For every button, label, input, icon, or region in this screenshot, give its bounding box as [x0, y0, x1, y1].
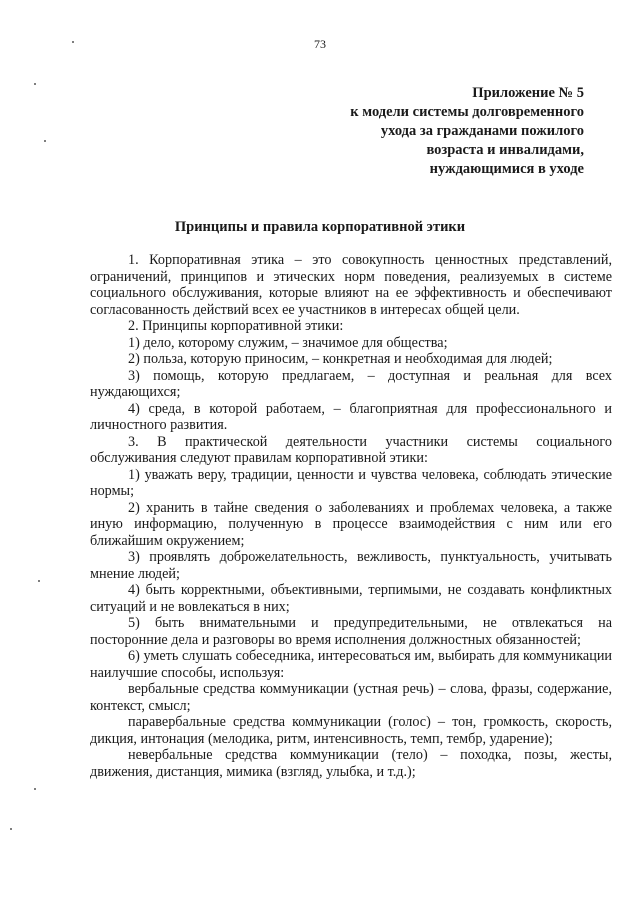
paragraph: 3. В практической деятельности участники системы социального обслуживания следуют правилам корпоративной этики:: [90, 433, 612, 466]
scan-speck: [38, 580, 40, 582]
scan-speck: [34, 788, 36, 790]
paragraph: 2. Принципы корпоративной этики:: [128, 318, 344, 334]
appendix-line: Приложение № 5: [472, 85, 584, 101]
paragraph: 4) быть корректными, объективными, терпимыми, не создавать конфликтных ситуаций и не вовлекаться в них;: [90, 582, 612, 615]
appendix-line: возраста и инвалидами,: [426, 142, 584, 158]
paragraph: паравербальные средства коммуникации (голос) – тон, громкость, скорость, дикция, интонация (мелодика, ритм, интенсивность, темп, тембр, ударение);: [90, 714, 612, 747]
appendix-header: [294, 84, 584, 179]
document-body: [90, 252, 612, 780]
appendix-line: к модели системы долговременного: [350, 104, 584, 120]
appendix-line: ухода за гражданами пожилого: [380, 123, 584, 139]
scan-speck: [34, 83, 36, 85]
paragraph: невербальные средства коммуникации (тело) – походка, позы, жесты, движения, дистанция, мимика (взгляд, улыбка, и т.д.);: [90, 747, 612, 780]
paragraph: 3) помощь, которую предлагаем, – доступная и реальная для всех нуждающихся;: [90, 367, 612, 400]
scan-speck: [44, 140, 46, 142]
paragraph: 2) хранить в тайне сведения о заболеваниях и проблемах человека, а также иную информацию, полученную в процессе взаимодействия с ним или его ближайшим окружением;: [90, 499, 612, 549]
paragraph: 2) польза, которую приносим, – конкретная и необходимая для людей;: [128, 351, 553, 367]
paragraph: 6) уметь слушать собеседника, интересоваться им, выбирать для коммуникации наилучшие способы, используя:: [90, 648, 612, 681]
paragraph: 3) проявлять доброжелательность, вежливость, пунктуальность, учитывать мнение людей;: [90, 549, 612, 582]
page-number: 73: [314, 37, 326, 51]
document-title: Принципы и правила корпоративной этики: [174, 219, 466, 235]
paragraph: вербальные средства коммуникации (устная речь) – слова, фразы, содержание, контекст, смысл;: [90, 681, 612, 714]
paragraph: 1. Корпоративная этика – это совокупность ценностных представлений, ограничений, принципов и этических норм поведения, реализуемых в системе социального обслуживания, которые влияют на ее эффективность и обеспечивают согласованность действий всех ее участников в интересах общей цели.: [90, 252, 612, 318]
scan-speck: [72, 41, 74, 43]
paragraph: 1) дело, которому служим, – значимое для общества;: [128, 334, 448, 351]
paragraph: 4) среда, в которой работаем, – благоприятная для профессионального и личностного развития.: [90, 400, 612, 433]
scan-speck: [10, 828, 12, 830]
paragraph: 5) быть внимательными и предупредительными, не отвлекаться на посторонние дела и разговоры во время исполнения должностных обязанностей;: [90, 615, 612, 648]
appendix-line: нуждающимися в уходе: [429, 161, 584, 177]
paragraph: 1) уважать веру, традиции, ценности и чувства человека, соблюдать этические нормы;: [90, 466, 612, 499]
